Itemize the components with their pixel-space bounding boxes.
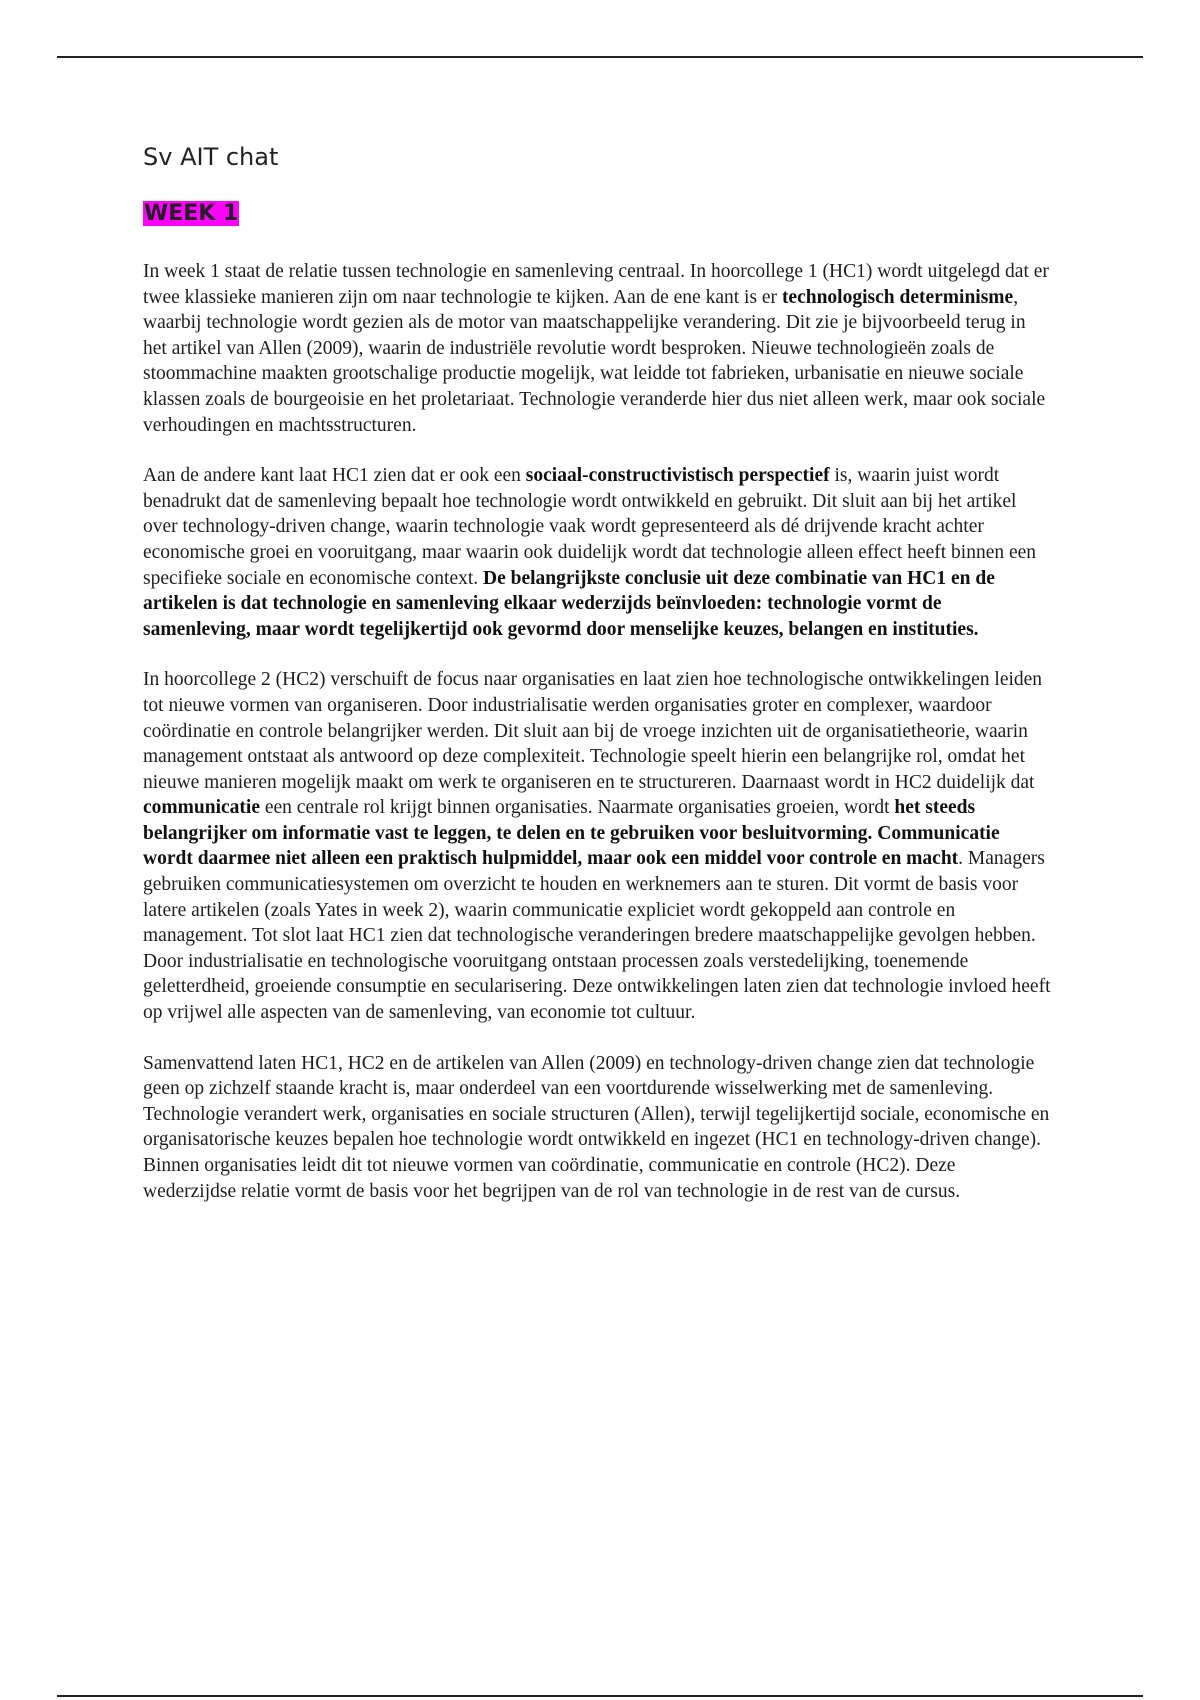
top-rule	[57, 56, 1143, 58]
paragraph-1	[143, 259, 1053, 438]
bold-segment: technologisch determinisme	[781, 286, 1014, 308]
text-segment: Samenvattend laten HC1, HC2 en de artikelen van Allen (2009) en technology-driven change zien dat technologie geen op zichzelf staande kracht is, maar onderdeel van een voortdurende wisselwerking met de samenleving. Technologie verandert werk, organisaties en sociale structuren (Allen), terwijl tegelijkertijd sociale, economische en organisatorische keuzes bepalen hoe technologie wordt ontwikkeld en ingezet (HC1 en technology-driven change). Binnen organisaties leidt dit tot nieuwe vormen van coördinatie, communicatie en controle (HC2). Deze wederzijdse relatie vormt de basis voor het begrijpen van de rol van technologie in de rest van de cursus.	[143, 1052, 1050, 1202]
paragraph-4	[143, 1051, 1053, 1205]
bold-segment: het steeds belangrijker om informatie vast te leggen, te delen en te gebruiken voor besluitvorming. Communicatie wordt daarmee niet alleen een praktisch hulpmiddel, maar ook een middel voor controle en macht	[143, 797, 1000, 870]
bold-segment: communicatie	[143, 797, 260, 819]
paragraph-3	[143, 667, 1053, 1025]
week-heading	[143, 198, 1053, 229]
text-segment: is, waarin juist wordt benadrukt dat de samenleving bepaalt hoe technologie wordt ontwikkeld en gebruikt. Dit sluit aan bij het artikel over technology-driven change, waarin technologie vaak wordt gepresenteerd als dé drijvende kracht achter economische groei en vooruitgang, maar waarin ook duidelijk wordt dat technologie alleen effect heeft binnen een specifieke sociale en economische context.	[143, 465, 1037, 589]
text-segment: In week 1 staat de relatie tussen technologie en samenleving centraal. In hoorcollege 1 (HC1) wordt uitgelegd dat er twee klassieke manieren zijn om naar technologie te kijken. Aan de ene kant is er	[143, 261, 1049, 308]
text-segment: Aan de andere kant laat HC1 zien dat er ook een	[143, 465, 526, 487]
text-segment: , waarbij technologie wordt gezien als de motor van maatschappelijke verandering. Dit zie je bijvoorbeeld terug in het artikel van Allen (2009), waarin de industriële revolutie wordt besproken. Nieuwe technologieën zoals de stoommachine maakten grootschalige productie mogelijk, wat leidde tot fabrieken, urbanisatie en nieuwe sociale klassen zoals de bourgeoisie en het proletariaat. Technologie veranderde hier dus niet alleen werk, maar ook sociale verhoudingen en machtsstructuren.	[143, 286, 1046, 436]
bold-segment: sociaal-constructivistisch perspectief	[525, 465, 830, 487]
document-title: Sv AIT chat	[143, 143, 279, 171]
text-segment: In hoorcollege 2 (HC2) verschuift de focus naar organisaties en laat zien hoe technologische ontwikkelingen leiden tot nieuwe vormen van organiseren. Door industrialisatie werden organisaties groter en complexer, waardoor coördinatie en controle belangrijker werden. Dit sluit aan bij de vroege inzichten uit de organisatietheorie, waarin management ontstaat als antwoord op deze complexiteit. Technologie speelt hierin een belangrijke rol, omdat het nieuwe manieren mogelijk maakt om werk te organiseren en te structureren. Daarnaast wordt in HC2 duidelijk dat	[143, 669, 1043, 793]
paragraph-2	[143, 463, 1053, 642]
bottom-rule	[57, 1695, 1143, 1697]
text-segment: een centrale rol krijgt binnen organisaties. Naarmate organisaties groeien, wordt	[259, 797, 895, 819]
week-heading-highlight: WEEK 1	[144, 201, 239, 226]
document-body	[143, 140, 1053, 1229]
text-segment: . Managers gebruiken communicatiesystemen om overzicht te houden en werknemers aan te sturen. Dit vormt de basis voor latere artikelen (zoals Yates in week 2), waarin communicatie expliciet wordt gekoppeld aan controle en management. Tot slot laat HC1 zien dat technologische veranderingen bredere maatschappelijke gevolgen hebben. Door industrialisatie en technologische vooruitgang ontstaan processen zoals verstedelijking, toenemende geletterdheid, groeiende consumptie en secularisering. Deze ontwikkelingen laten zien dat technologie invloed heeft op vrijwel alle aspecten van de samenleving, van economie tot cultuur.	[143, 848, 1051, 1024]
bold-segment: De belangrijkste conclusie uit deze combinatie van HC1 en de artikelen is dat technologie en samenleving elkaar wederzijds beïnvloeden: technologie vormt de samenleving, maar wordt tegelijkertijd ook gevormd door menselijke keuzes, belangen en instituties.	[143, 567, 995, 640]
